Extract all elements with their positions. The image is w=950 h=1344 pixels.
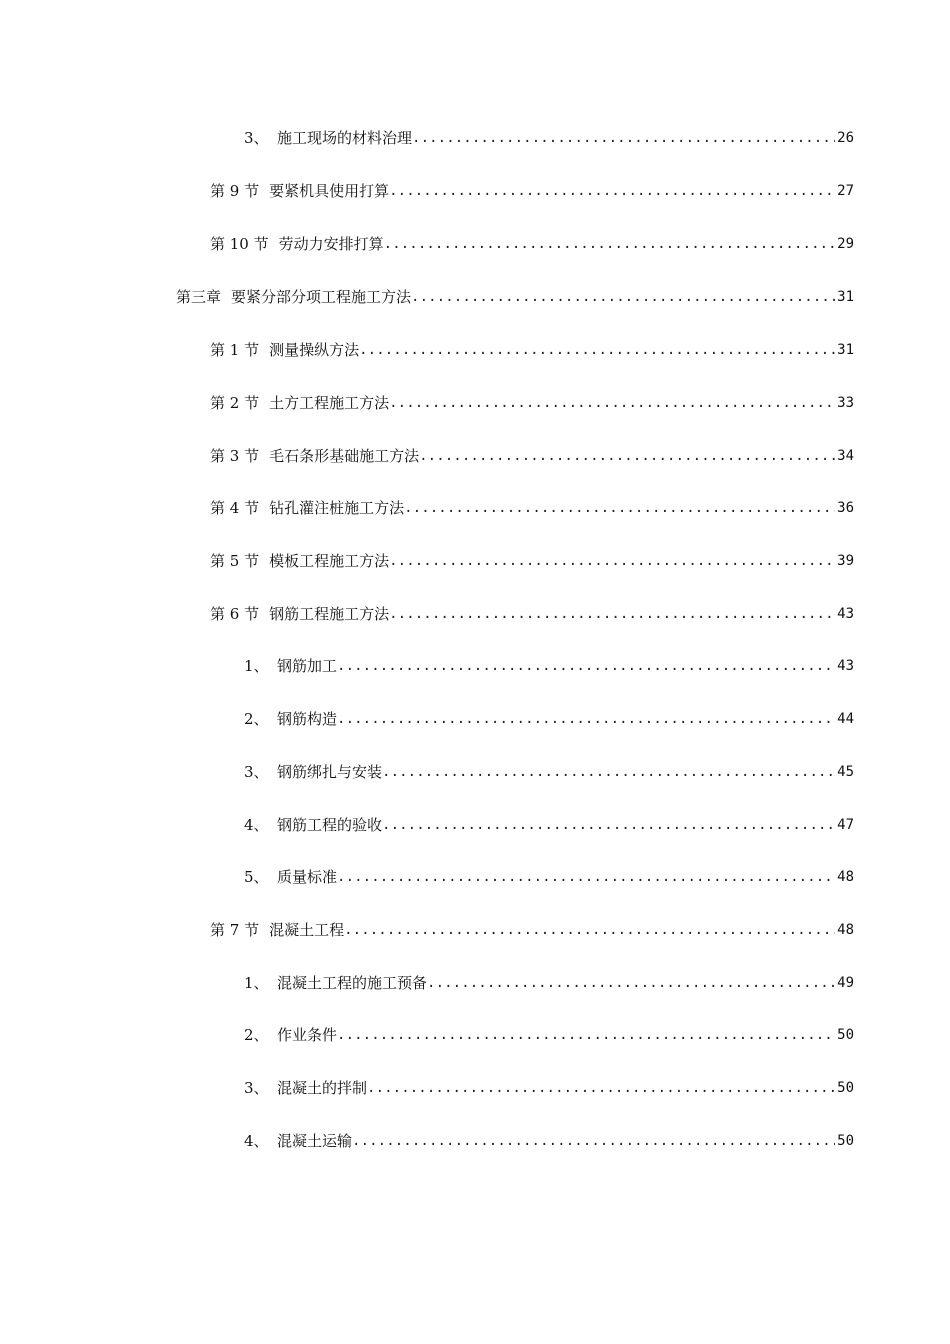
dot-leader <box>344 919 835 941</box>
toc-entry <box>210 445 854 467</box>
entry-title: 质量标准 <box>277 868 338 886</box>
page-number: 43 <box>837 606 854 622</box>
entry-number: 1、 <box>244 974 269 992</box>
toc-entry <box>244 127 854 149</box>
toc-entry <box>210 392 854 414</box>
toc-entry <box>244 1130 854 1152</box>
toc-entry <box>244 761 854 783</box>
entry-title: 混凝土工程的施工预备 <box>277 974 428 992</box>
dot-leader <box>412 127 835 149</box>
dot-leader <box>352 1130 835 1152</box>
page-number: 29 <box>837 236 854 252</box>
dot-leader <box>382 761 835 783</box>
entry-title: 钢筋构造 <box>277 710 338 728</box>
page-number: 50 <box>837 1027 854 1043</box>
dot-leader <box>337 655 835 677</box>
entry-title: 要紧分部分项工程施工方法 <box>231 288 412 306</box>
entry-number: 第 3 节 <box>210 447 260 465</box>
dot-leader <box>382 814 835 836</box>
page-number: 31 <box>837 289 854 305</box>
entry-number: 3、 <box>244 129 269 147</box>
entry-title: 作业条件 <box>277 1026 338 1044</box>
toc-entry <box>176 286 854 308</box>
entry-title: 钢筋加工 <box>277 657 338 675</box>
entry-title: 要紧机具使用打算 <box>269 182 390 200</box>
toc-entry <box>210 919 854 941</box>
page-number: 39 <box>837 553 854 569</box>
toc-entry <box>210 603 854 625</box>
entry-number: 2、 <box>244 710 269 728</box>
page-number: 33 <box>837 395 854 411</box>
entry-title: 钢筋绑扎与安装 <box>277 763 383 781</box>
dot-leader <box>419 445 835 467</box>
entry-title: 施工现场的材料治理 <box>277 129 413 147</box>
page-number: 45 <box>837 764 854 780</box>
entry-number: 4、 <box>244 816 269 834</box>
toc-entry <box>244 972 854 994</box>
entry-title: 土方工程施工方法 <box>269 394 390 412</box>
toc-entry <box>210 550 854 572</box>
dot-leader <box>337 866 835 888</box>
entry-title: 钢筋工程的验收 <box>277 816 383 834</box>
page-number: 50 <box>837 1080 854 1096</box>
toc-entry <box>244 866 854 888</box>
toc-entry <box>210 339 854 361</box>
dot-leader <box>389 180 835 202</box>
dot-leader <box>427 972 835 994</box>
page-number: 26 <box>837 130 854 146</box>
entry-title: 毛石条形基础施工方法 <box>269 447 420 465</box>
entry-title: 钻孔灌注桩施工方法 <box>269 499 405 517</box>
dot-leader <box>389 392 835 414</box>
entry-number: 4、 <box>244 1132 269 1150</box>
toc-entry <box>244 655 854 677</box>
page-number: 34 <box>837 448 854 464</box>
entry-number: 第三章 <box>176 288 222 306</box>
entry-title: 测量操纵方法 <box>269 341 360 359</box>
toc-entry <box>244 1024 854 1046</box>
page-number: 27 <box>837 183 854 199</box>
dot-leader <box>384 233 836 255</box>
page-number: 31 <box>837 342 854 358</box>
page-number: 48 <box>837 869 854 885</box>
dot-leader <box>367 1077 835 1099</box>
entry-number: 第 5 节 <box>210 552 260 570</box>
dot-leader <box>404 497 835 519</box>
toc-entry <box>244 708 854 730</box>
entry-title: 钢筋工程施工方法 <box>269 605 390 623</box>
page-number: 44 <box>837 711 854 727</box>
dot-leader <box>411 286 835 308</box>
page-number: 43 <box>837 658 854 674</box>
entry-title: 混凝土运输 <box>277 1132 353 1150</box>
toc-entry <box>210 497 854 519</box>
dot-leader <box>337 1024 835 1046</box>
entry-title: 劳动力安排打算 <box>278 235 384 253</box>
entry-number: 1、 <box>244 657 269 675</box>
entry-number: 第 2 节 <box>210 394 260 412</box>
page-number: 49 <box>837 975 854 991</box>
entry-number: 第 7 节 <box>210 921 260 939</box>
entry-number: 第 10 节 <box>210 235 269 253</box>
entry-number: 第 1 节 <box>210 341 260 359</box>
toc-entry <box>244 1077 854 1099</box>
toc-entry <box>210 233 854 255</box>
dot-leader <box>337 708 835 730</box>
page-number: 50 <box>837 1133 854 1149</box>
entry-number: 3、 <box>244 1079 269 1097</box>
entry-title: 混凝土的拌制 <box>277 1079 368 1097</box>
entry-number: 5、 <box>244 868 269 886</box>
entry-title: 模板工程施工方法 <box>269 552 390 570</box>
dot-leader <box>359 339 835 361</box>
page-number: 36 <box>837 500 854 516</box>
toc-entry <box>210 180 854 202</box>
page-number: 48 <box>837 922 854 938</box>
entry-number: 第 6 节 <box>210 605 260 623</box>
entry-number: 2、 <box>244 1026 269 1044</box>
entry-number: 第 9 节 <box>210 182 260 200</box>
entry-title: 混凝土工程 <box>269 921 345 939</box>
page-number: 47 <box>837 817 854 833</box>
toc-entry <box>244 814 854 836</box>
dot-leader <box>389 603 835 625</box>
entry-number: 3、 <box>244 763 269 781</box>
dot-leader <box>389 550 835 572</box>
entry-number: 第 4 节 <box>210 499 260 517</box>
